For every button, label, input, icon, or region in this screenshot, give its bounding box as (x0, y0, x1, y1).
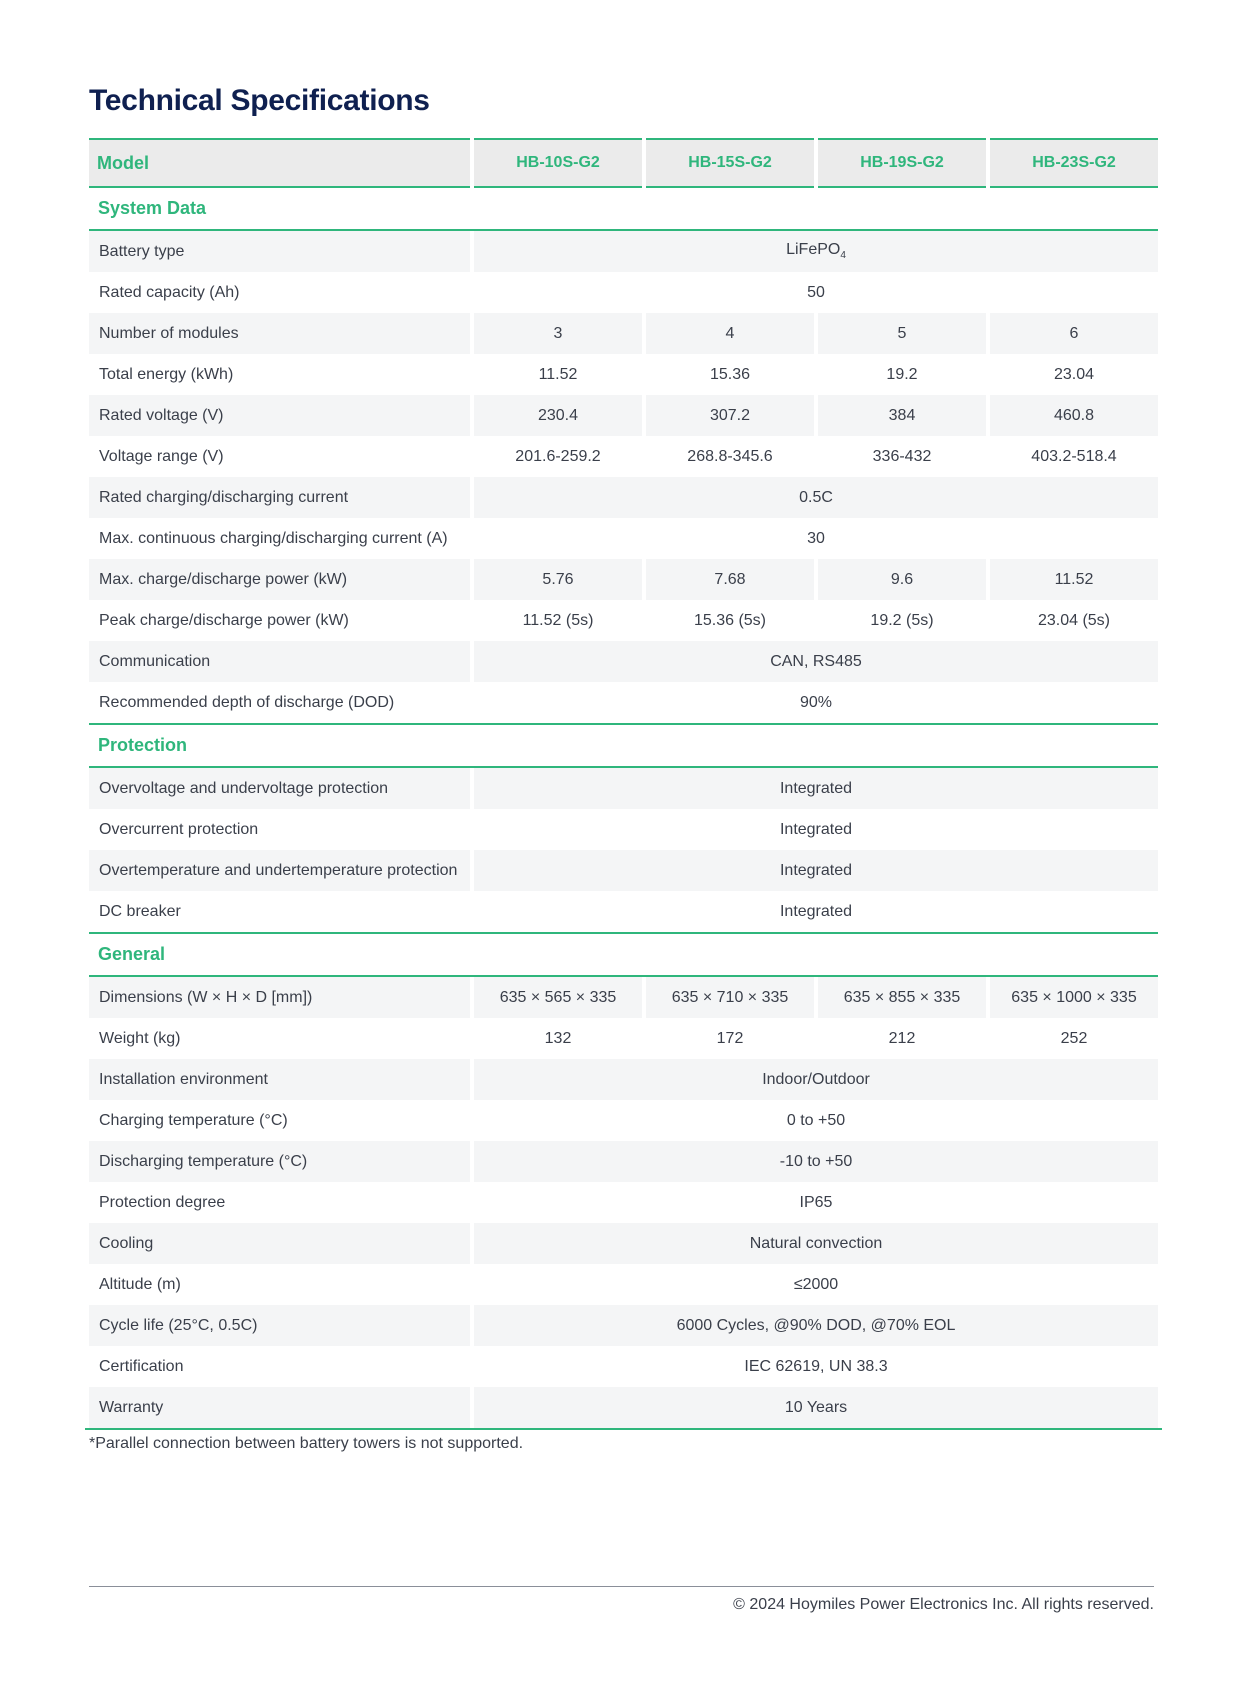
row-value-all-models (474, 1141, 1158, 1182)
table-row (89, 600, 1158, 641)
row-label: Number of modules (89, 313, 470, 354)
table-row (89, 477, 1158, 518)
row-value-all-models (474, 1223, 1158, 1264)
row-value-all-models (474, 477, 1158, 518)
row-value: 23.04 (5s) (1037, 611, 1111, 629)
row-label: Discharging temperature (°C) (89, 1141, 470, 1182)
row-value-all-models (474, 1100, 1158, 1141)
table-row (89, 1018, 1158, 1059)
header-model-name: HB-23S-G2 (990, 138, 1158, 188)
row-label: Max. charge/discharge power (kW) (89, 559, 470, 600)
row-value-text: IP65 (799, 1193, 833, 1211)
row-value-all-models (474, 850, 1158, 891)
table-row (89, 518, 1158, 559)
row-value-subscript: 4 (840, 250, 846, 262)
header-model-label: Model (89, 138, 470, 188)
row-value-all-models (474, 231, 1158, 272)
section-header (89, 188, 1158, 231)
row-value-text: -10 to +50 (779, 1152, 853, 1170)
table-row (89, 1059, 1158, 1100)
row-value-all-models (474, 1059, 1158, 1100)
row-value: 6 (990, 313, 1158, 354)
row-label: Certification (99, 1357, 184, 1375)
row-label: Weight (kg) (99, 1029, 181, 1047)
row-value: 11.52 (990, 559, 1158, 600)
row-label: Overvoltage and undervoltage protection (89, 768, 470, 809)
row-value-all-models (474, 518, 1158, 559)
footer-divider (89, 1586, 1154, 1587)
row-value-text: Indoor/Outdoor (762, 1070, 870, 1088)
row-label: Battery type (89, 231, 470, 272)
row-value-all-models (474, 272, 1158, 313)
row-value: 5 (818, 313, 986, 354)
row-value-all-models (474, 1182, 1158, 1223)
row-label: Total energy (kWh) (99, 365, 234, 383)
row-label: Overcurrent protection (99, 820, 259, 838)
table-row (89, 313, 1158, 354)
row-value-text: ≤2000 (793, 1275, 839, 1293)
row-value: 635 × 565 × 335 (474, 977, 642, 1018)
copyright: © 2024 Hoymiles Power Electronics Inc. All rights reserved. (733, 1596, 1154, 1613)
table-row (89, 1346, 1158, 1387)
row-value-all-models (474, 809, 1158, 850)
table-row (89, 641, 1158, 682)
row-label: Cycle life (25°C, 0.5C) (89, 1305, 470, 1346)
row-value: 403.2-518.4 (1031, 447, 1117, 465)
row-value-all-models (474, 1387, 1158, 1428)
section-title: General (89, 932, 1158, 977)
row-value: 19.2 (5s) (870, 611, 934, 629)
row-value-all-models (474, 891, 1158, 932)
row-label: Peak charge/discharge power (kW) (99, 611, 349, 629)
header-model-name: HB-19S-G2 (818, 138, 986, 188)
row-value-text: Natural convection (749, 1234, 883, 1252)
row-value: 336-432 (872, 447, 932, 465)
row-value-text: CAN, RS485 (770, 652, 862, 670)
row-value: 635 × 855 × 335 (818, 977, 986, 1018)
row-label: Cooling (89, 1223, 470, 1264)
table-row (89, 231, 1158, 272)
section-header (89, 723, 1158, 768)
table-row (89, 768, 1158, 809)
row-value-all-models (474, 1264, 1158, 1305)
row-value: 635 × 1000 × 335 (990, 977, 1158, 1018)
table-row (89, 436, 1158, 477)
row-value-all-models (474, 1305, 1158, 1346)
row-label: Installation environment (89, 1059, 470, 1100)
section-title: System Data (89, 188, 1158, 231)
row-label: Altitude (m) (99, 1275, 181, 1293)
table-row (89, 682, 1158, 723)
table-row (89, 977, 1158, 1018)
row-value-text: 90% (799, 693, 833, 711)
row-value: 230.4 (474, 395, 642, 436)
row-value-all-models (474, 1346, 1158, 1387)
table-row (89, 559, 1158, 600)
row-label: Voltage range (V) (99, 447, 224, 465)
spec-table (85, 138, 1162, 1430)
row-label: Warranty (89, 1387, 470, 1428)
row-label: Rated charging/discharging current (89, 477, 470, 518)
row-label: Recommended depth of discharge (DOD) (99, 693, 395, 711)
table-row (89, 1141, 1158, 1182)
row-value-all-models (474, 768, 1158, 809)
row-value-text: 50 (807, 283, 825, 301)
row-value: 132 (544, 1029, 572, 1047)
row-value: 201.6-259.2 (515, 447, 601, 465)
table-row (89, 395, 1158, 436)
section-title: Protection (89, 723, 1158, 768)
row-value: 7.68 (646, 559, 814, 600)
row-label: Protection degree (99, 1193, 226, 1211)
table-row (89, 850, 1158, 891)
header-model-name: HB-15S-G2 (646, 138, 814, 188)
row-label: Dimensions (W × H × D [mm]) (89, 977, 470, 1018)
section-header (89, 932, 1158, 977)
row-value: 11.52 (538, 365, 578, 383)
page-title: Technical Specifications (89, 84, 430, 117)
row-value-all-models (474, 682, 1158, 723)
row-value-text: LiFePO (786, 241, 841, 259)
row-value: 15.36 (5s) (693, 611, 767, 629)
row-value-text: 0 to +50 (786, 1111, 846, 1129)
row-value-text: 10 Years (784, 1398, 848, 1416)
row-value: 212 (888, 1029, 916, 1047)
row-value: 23.04 (1053, 365, 1095, 383)
row-value: 307.2 (646, 395, 814, 436)
row-value: 19.2 (886, 365, 918, 383)
table-row (89, 809, 1158, 850)
row-label: Rated voltage (V) (89, 395, 470, 436)
row-value: 4 (646, 313, 814, 354)
row-value: 11.52 (5s) (522, 611, 594, 629)
row-value: 3 (474, 313, 642, 354)
row-value-text: Integrated (779, 779, 853, 797)
row-value-text: Integrated (779, 861, 853, 879)
table-row (89, 1100, 1158, 1141)
row-value-text: Integrated (779, 820, 853, 838)
row-value-text: Integrated (779, 902, 853, 920)
table-row (89, 354, 1158, 395)
spec-table-body (89, 188, 1158, 1428)
row-label: Rated capacity (Ah) (99, 283, 240, 301)
row-value-text: 0.5C (799, 488, 833, 506)
table-row (89, 1305, 1158, 1346)
table-row (89, 891, 1158, 932)
table-row (89, 1264, 1158, 1305)
row-value: 9.6 (818, 559, 986, 600)
row-value: 252 (1060, 1029, 1088, 1047)
row-value: 384 (818, 395, 986, 436)
row-value: 15.36 (709, 365, 751, 383)
row-label: Max. continuous charging/discharging current (A) (99, 529, 448, 547)
table-row (89, 1182, 1158, 1223)
row-label: DC breaker (99, 902, 181, 920)
row-label: Communication (89, 641, 470, 682)
footnote: *Parallel connection between battery towers is not supported. (89, 1435, 524, 1452)
row-value-text: 6000 Cycles, @90% DOD, @70% EOL (676, 1316, 956, 1334)
header-row (89, 138, 1158, 188)
table-row (89, 1387, 1158, 1428)
row-value: 460.8 (990, 395, 1158, 436)
row-value-text: IEC 62619, UN 38.3 (744, 1357, 888, 1375)
header-model-name: HB-10S-G2 (474, 138, 642, 188)
table-row (89, 272, 1158, 313)
table-row (89, 1223, 1158, 1264)
row-value-text: 30 (807, 529, 825, 547)
row-value: 5.76 (474, 559, 642, 600)
row-value: 172 (716, 1029, 744, 1047)
row-value: 635 × 710 × 335 (646, 977, 814, 1018)
row-label: Overtemperature and undertemperature protection (89, 850, 470, 891)
row-value-all-models (474, 641, 1158, 682)
row-value: 268.8-345.6 (687, 447, 773, 465)
row-label: Charging temperature (°C) (99, 1111, 288, 1129)
